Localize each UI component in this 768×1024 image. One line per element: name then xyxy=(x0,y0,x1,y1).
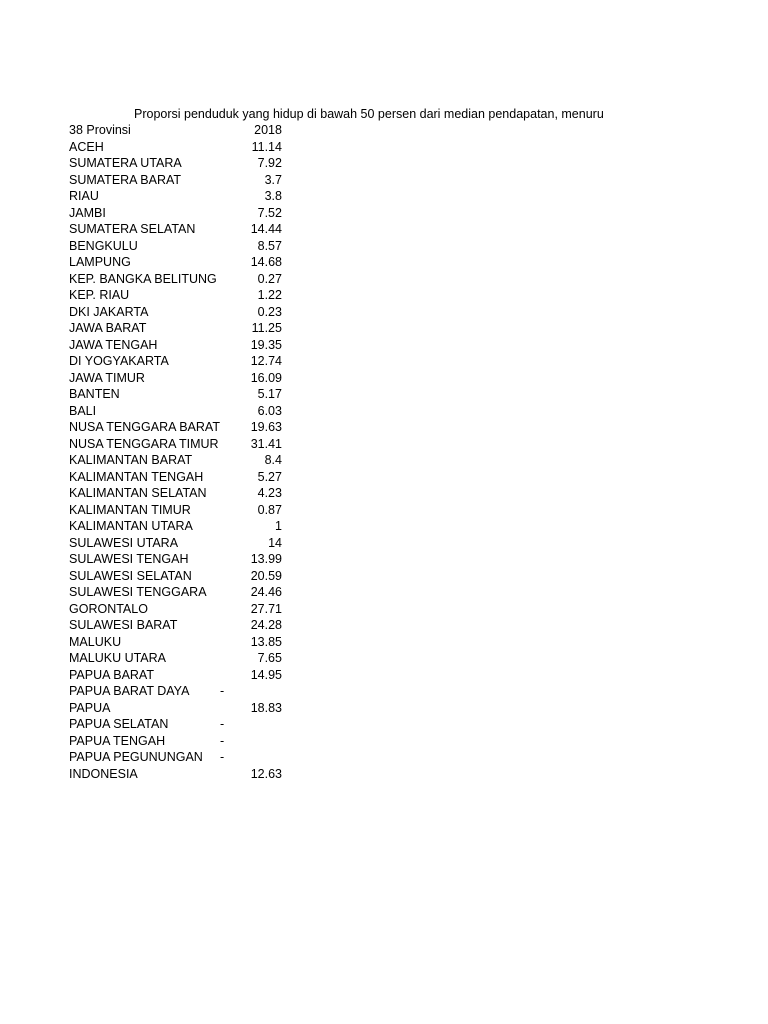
value-cell[interactable]: 6.03 xyxy=(257,403,282,418)
value-cell[interactable]: 31.41 xyxy=(250,436,282,451)
value-cell[interactable]: 11.25 xyxy=(251,321,282,335)
province-cell[interactable]: GORONTALO xyxy=(69,601,148,616)
table-row xyxy=(69,584,282,601)
province-cell[interactable]: NUSA TENGGARA BARAT xyxy=(69,420,220,434)
province-cell[interactable]: JAWA TENGAH xyxy=(69,337,158,352)
province-cell[interactable]: KEP. RIAU xyxy=(69,288,130,302)
province-cell[interactable]: SULAWESI SELATAN xyxy=(69,568,192,583)
table-row xyxy=(69,716,282,733)
province-cell[interactable]: KALIMANTAN TIMUR xyxy=(69,502,191,517)
value-cell[interactable]: 3.7 xyxy=(264,172,282,187)
province-cell[interactable]: PAPUA BARAT xyxy=(69,667,154,682)
province-cell[interactable]: BALI xyxy=(69,403,97,418)
value-cell[interactable]: 8.4 xyxy=(264,453,282,467)
value-cell[interactable]: 24.28 xyxy=(250,618,282,632)
province-cell[interactable]: JAWA BARAT xyxy=(69,321,147,335)
value-cell[interactable]: 7.92 xyxy=(257,156,282,170)
value-cell[interactable]: 4.23 xyxy=(257,486,282,500)
table-row xyxy=(69,205,282,222)
table-row xyxy=(69,436,282,453)
province-cell[interactable]: KALIMANTAN UTARA xyxy=(69,519,193,533)
province-cell[interactable]: MALUKU UTARA xyxy=(69,651,167,665)
header-province-cell[interactable]: 38 Provinsi xyxy=(69,123,131,137)
province-cell[interactable]: BANTEN xyxy=(69,387,120,401)
table-row xyxy=(69,766,282,783)
value-cell[interactable]: - xyxy=(219,717,225,731)
table-row xyxy=(69,617,282,634)
province-cell[interactable]: PAPUA SELATAN xyxy=(69,717,169,731)
table-row xyxy=(69,155,282,172)
province-cell[interactable]: SULAWESI TENGGARA xyxy=(69,585,207,599)
table-row xyxy=(69,419,282,436)
table-row xyxy=(69,667,282,684)
value-cell[interactable]: 14.44 xyxy=(250,222,282,236)
header-year-cell[interactable]: 2018 xyxy=(254,123,282,137)
province-cell[interactable]: NUSA TENGGARA TIMUR xyxy=(69,436,219,451)
value-cell[interactable]: 8.57 xyxy=(257,238,282,253)
table-row xyxy=(69,469,282,486)
province-cell[interactable]: SUMATERA UTARA xyxy=(69,156,182,170)
value-cell[interactable]: 5.27 xyxy=(257,469,282,484)
table-row xyxy=(69,172,282,189)
table-row xyxy=(69,733,282,750)
table-row xyxy=(69,568,282,585)
table-row xyxy=(69,287,282,304)
table-row xyxy=(69,353,282,370)
value-cell[interactable]: 0.27 xyxy=(257,271,282,286)
province-cell[interactable]: KALIMANTAN BARAT xyxy=(69,453,193,467)
table-row xyxy=(69,683,282,700)
table-row xyxy=(69,320,282,337)
data-table xyxy=(69,122,282,782)
value-cell[interactable]: 11.14 xyxy=(251,139,282,154)
province-cell[interactable]: JAMBI xyxy=(69,205,106,220)
value-cell[interactable]: - xyxy=(219,684,225,698)
province-cell[interactable]: LAMPUNG xyxy=(69,255,131,269)
province-cell[interactable]: SULAWESI TENGAH xyxy=(69,552,189,566)
province-cell[interactable]: PAPUA TENGAH xyxy=(69,733,166,748)
province-cell[interactable]: SUMATERA BARAT xyxy=(69,172,182,187)
value-cell[interactable]: - xyxy=(219,750,225,764)
province-cell[interactable]: INDONESIA xyxy=(69,766,138,781)
value-cell[interactable]: 13.99 xyxy=(250,552,282,566)
table-row xyxy=(69,304,282,321)
table-row xyxy=(69,749,282,766)
table-row xyxy=(69,700,282,717)
value-cell[interactable]: 24.46 xyxy=(250,585,282,599)
value-cell[interactable]: 13.85 xyxy=(250,634,282,649)
value-cell[interactable]: 12.74 xyxy=(250,354,282,368)
table-row xyxy=(69,601,282,618)
table-row xyxy=(69,650,282,667)
value-cell[interactable]: - xyxy=(219,733,225,748)
province-cell[interactable]: DI YOGYAKARTA xyxy=(69,354,169,368)
table-row xyxy=(69,386,282,403)
header-row xyxy=(69,122,282,139)
value-cell[interactable]: 7.52 xyxy=(257,205,282,220)
province-cell[interactable]: KEP. BANGKA BELITUNG xyxy=(69,271,217,286)
value-cell[interactable]: 20.59 xyxy=(250,568,282,583)
value-cell[interactable]: 14 xyxy=(268,535,282,550)
value-cell[interactable]: 3.8 xyxy=(264,189,282,203)
table-row xyxy=(69,238,282,255)
table-row xyxy=(69,221,282,238)
province-cell[interactable]: RIAU xyxy=(69,189,99,203)
table-row xyxy=(69,551,282,568)
value-cell[interactable]: 0.23 xyxy=(257,304,282,319)
table-row xyxy=(69,271,282,288)
value-cell[interactable]: 14.68 xyxy=(250,255,282,269)
table-row xyxy=(69,403,282,420)
value-cell[interactable]: 12.63 xyxy=(250,766,282,781)
province-cell[interactable]: PAPUA PEGUNUNGAN xyxy=(69,750,203,764)
table-row xyxy=(69,535,282,552)
value-cell[interactable]: 0.87 xyxy=(257,502,282,517)
table-row xyxy=(69,254,282,271)
value-cell[interactable]: 7.65 xyxy=(257,651,282,665)
value-cell[interactable]: 1 xyxy=(275,519,282,533)
value-cell[interactable]: 19.35 xyxy=(250,337,282,352)
table-row xyxy=(69,370,282,387)
province-cell[interactable]: DKI JAKARTA xyxy=(69,304,149,319)
table-row xyxy=(69,139,282,156)
value-cell[interactable]: 16.09 xyxy=(250,370,282,385)
province-cell[interactable]: SULAWESI BARAT xyxy=(69,618,178,632)
province-cell[interactable]: JAWA TIMUR xyxy=(69,370,145,385)
value-cell[interactable]: 19.63 xyxy=(250,420,282,434)
province-cell[interactable]: BENGKULU xyxy=(69,238,138,253)
table-row xyxy=(69,337,282,354)
province-cell[interactable]: PAPUA xyxy=(69,700,111,715)
table-row xyxy=(69,452,282,469)
province-cell[interactable]: MALUKU xyxy=(69,634,122,649)
table-row xyxy=(69,502,282,519)
province-cell[interactable]: SUMATERA SELATAN xyxy=(69,222,196,236)
table-row xyxy=(69,518,282,535)
province-cell[interactable]: SULAWESI UTARA xyxy=(69,535,179,550)
value-cell[interactable]: 18.83 xyxy=(250,700,282,715)
value-cell[interactable]: 14.95 xyxy=(250,667,282,682)
value-cell[interactable]: 27.71 xyxy=(250,601,282,616)
table-row xyxy=(69,634,282,651)
sheet-title: Proporsi penduduk yang hidup di bawah 50 persen dari median pendapatan, menuru xyxy=(134,107,604,121)
province-cell[interactable]: ACEH xyxy=(69,139,104,154)
table-row xyxy=(69,188,282,205)
province-cell[interactable]: PAPUA BARAT DAYA xyxy=(69,684,190,698)
value-cell[interactable]: 5.17 xyxy=(257,387,282,401)
data-table-body xyxy=(69,122,282,782)
province-cell[interactable]: KALIMANTAN TENGAH xyxy=(69,469,204,484)
province-cell[interactable]: KALIMANTAN SELATAN xyxy=(69,486,207,500)
table-row xyxy=(69,485,282,502)
value-cell[interactable]: 1.22 xyxy=(257,288,282,302)
